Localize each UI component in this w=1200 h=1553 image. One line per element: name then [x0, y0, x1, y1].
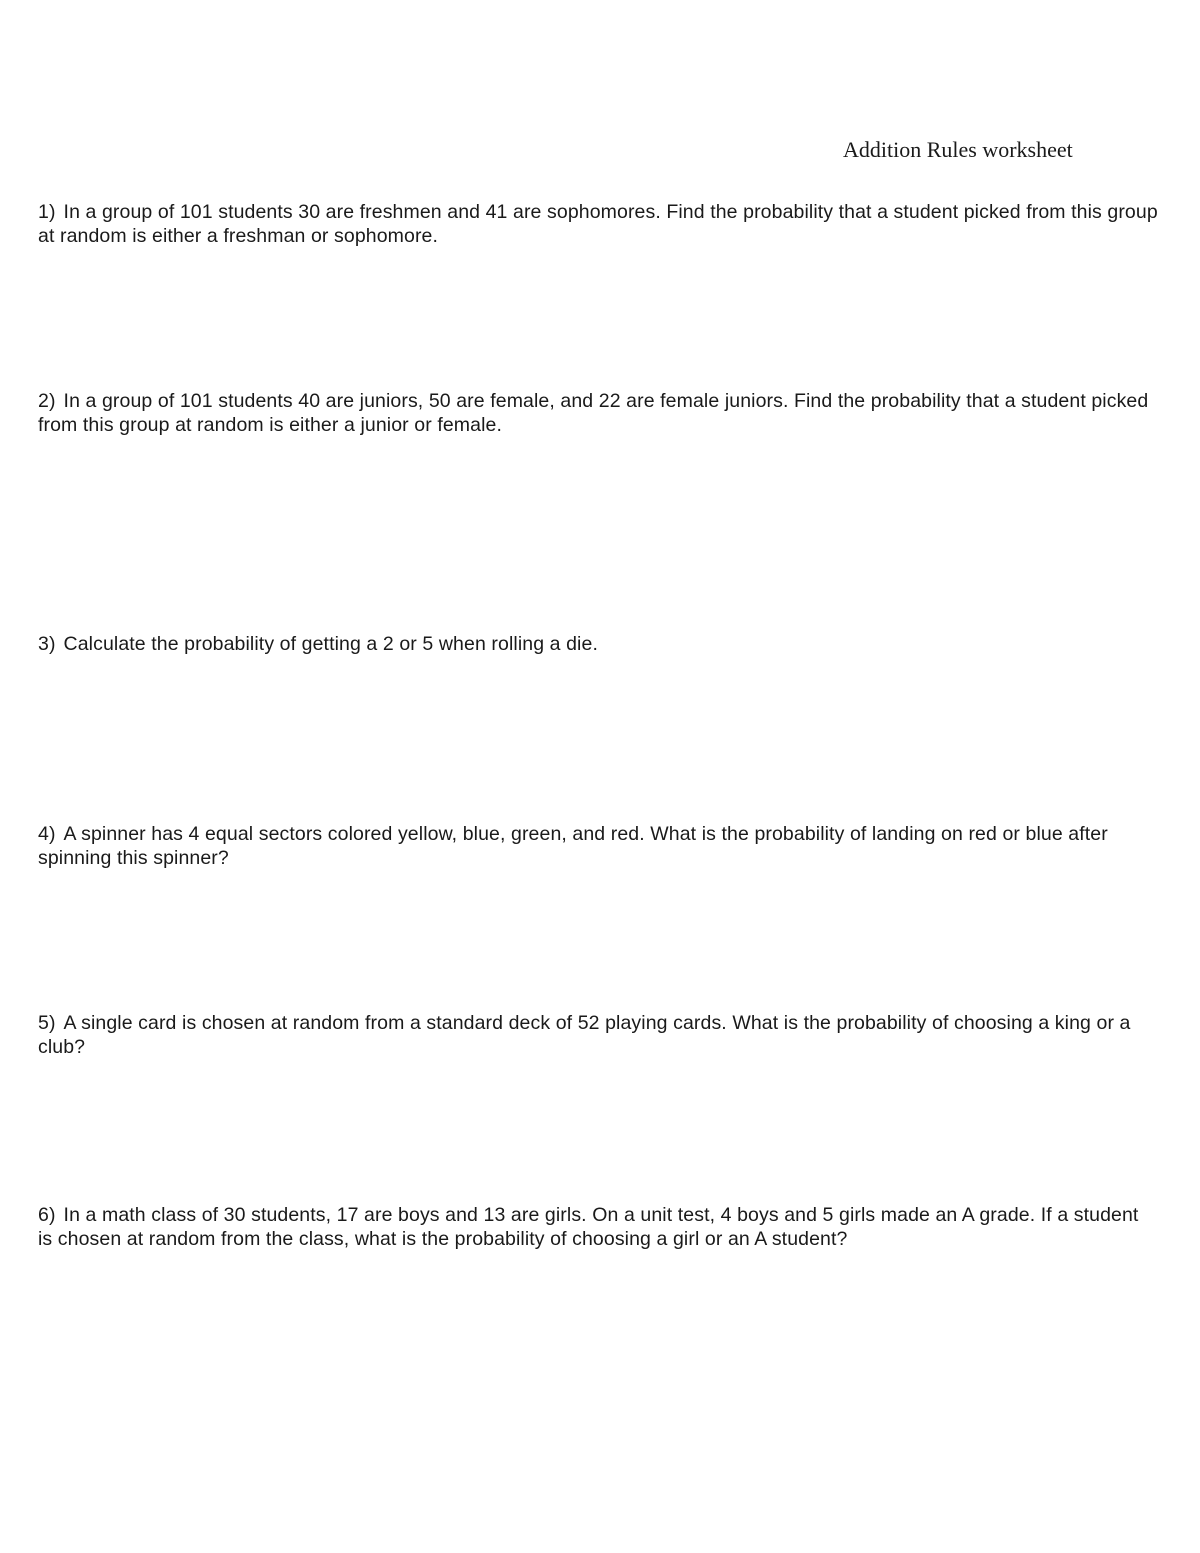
question-4 [38, 822, 1158, 870]
page-title: Addition Rules worksheet [843, 137, 1073, 162]
question-1 [38, 200, 1158, 248]
question-number: 6) [38, 1204, 56, 1226]
question-text: A single card is chosen at random from a standard deck of 52 playing cards. What is the probability of choosing a king or a club? [38, 1012, 1131, 1058]
question-text: A spinner has 4 equal sectors colored yellow, blue, green, and red. What is the probability of landing on red or blue after spinning this spinner? [38, 823, 1108, 869]
question-text: In a math class of 30 students, 17 are boys and 13 are girls. On a unit test, 4 boys and 5 girls made an A grade. If a student is chosen at random from the class, what is the probability of choosing a girl or an A student? [38, 1204, 1139, 1250]
question-5 [38, 1011, 1158, 1059]
question-number: 5) [38, 1012, 56, 1034]
question-text: Calculate the probability of getting a 2 or 5 when rolling a die. [63, 633, 598, 655]
question-text: In a group of 101 students 40 are juniors, 50 are female, and 22 are female juniors. Find the probability that a student picked from this group at random is either a junior or female. [38, 390, 1149, 436]
question-number: 1) [38, 201, 56, 223]
question-number: 4) [38, 823, 56, 845]
question-number: 3) [38, 633, 56, 655]
question-2 [38, 389, 1158, 437]
question-number: 2) [38, 390, 56, 412]
question-3 [38, 632, 1158, 656]
question-text: In a group of 101 students 30 are freshmen and 41 are sophomores. Find the probability that a student picked from this group at random is either a freshman or sophomore. [38, 201, 1158, 247]
question-6 [38, 1203, 1158, 1251]
